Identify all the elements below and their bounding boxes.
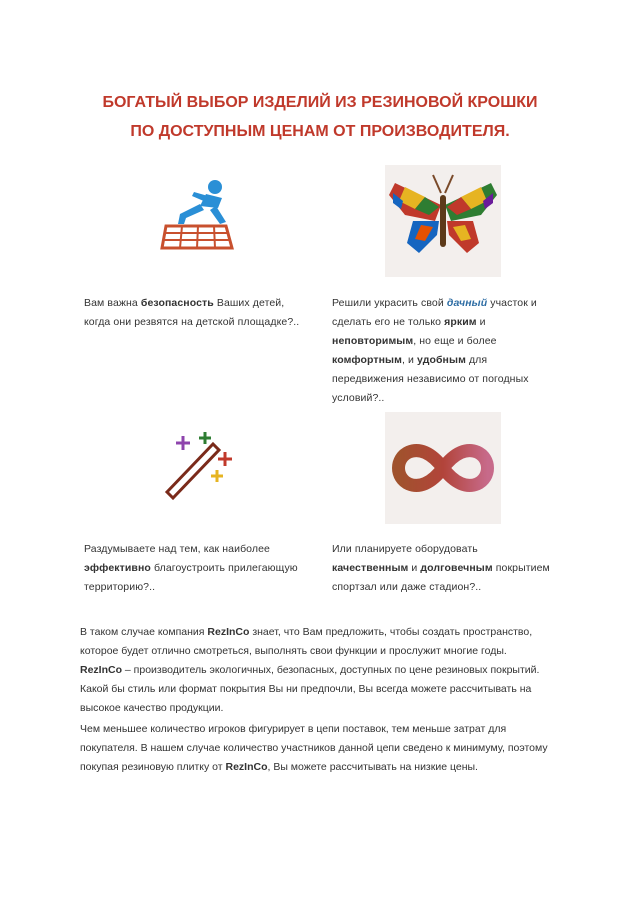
page-title-line2: ПО ДОСТУПНЫМ ЦЕНАМ ОТ ПРОИЗВОДИТЕЛЯ. xyxy=(130,123,510,140)
caption-dacha: Решили украсить свой дачный участок и сделать его не только ярким и неповторимым, но еще и более комфортным, и удобным для передвижения независимо от погодных условий?.. xyxy=(332,297,537,404)
caption-safety: Вам важна безопасность Ваших детей, когда они резвятся на детской площадке?.. xyxy=(84,297,300,328)
infinity-icon xyxy=(385,412,501,524)
page-title-line1: БОГАТЫЙ ВЫБОР ИЗДЕЛИЙ ИЗ РЕЗИНОВОЙ КРОШКИ xyxy=(102,94,538,111)
child-jumping-icon xyxy=(160,178,240,253)
paragraph-supply-chain: Чем меньшее количество игроков фигурирует в цепи поставок, тем меньше затрат для покупателя. В нашем случае количество участников данной цепи сведено к минимуму, поэтому покупая резиновую плитку от RezInCo, Вы можете рассчитывать на низкие цены. xyxy=(80,723,548,773)
magic-wand-icon xyxy=(163,430,238,502)
paragraph-company: В таком случае компания RezInCo знает, что Вам предложить, чтобы создать пространство, которое будет отлично смотреться, выполнять свои функции и прослужит многие годы. RezInCo – производитель экологичных, безопасных, доступных по цене резиновых покрытий. Какой бы стиль или формат покрытия Вы ни предпочли, Вы всегда можете рассчитывать на высокое качество продукции. xyxy=(80,626,540,714)
caption-effective: Раздумываете над тем, как наиболее эффективно благоустроить прилегающую территорию?.. xyxy=(84,543,298,593)
butterfly-icon xyxy=(385,165,501,277)
caption-stadium: Или планируете оборудовать качественным и долговечным покрытием спортзал или даже стадион?.. xyxy=(332,543,550,593)
